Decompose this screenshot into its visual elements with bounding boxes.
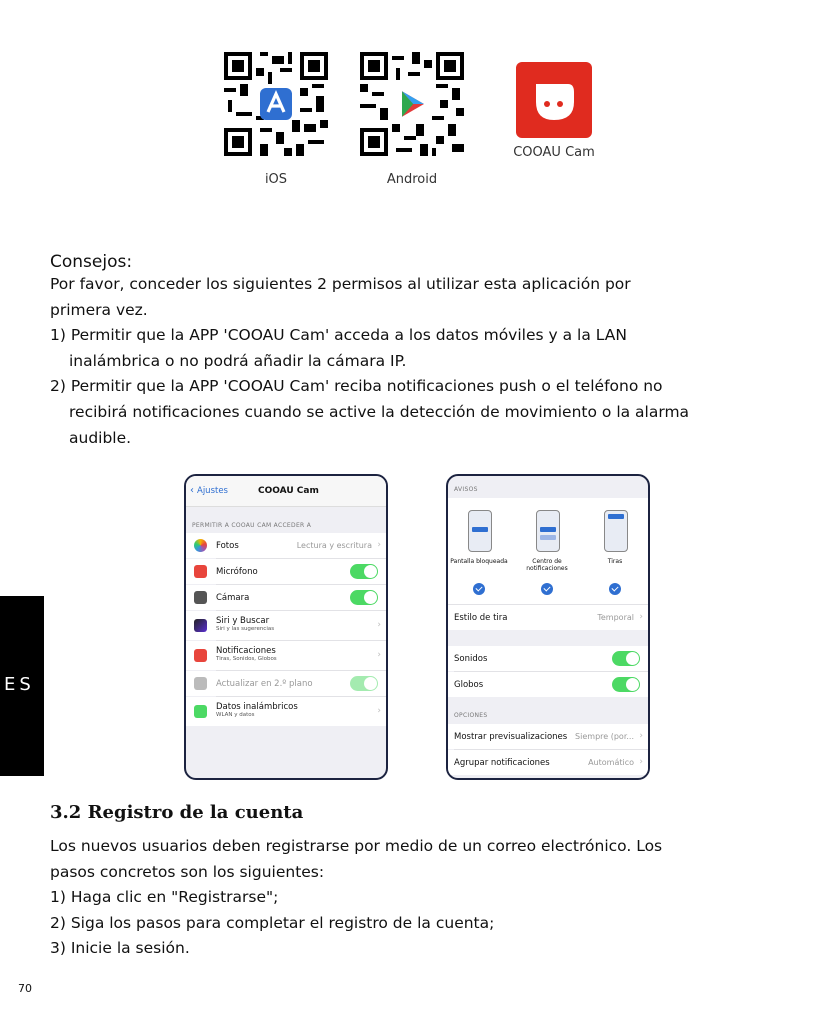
chevron-right-icon: ›: [639, 757, 643, 767]
camera-toggle[interactable]: [350, 590, 378, 605]
group-notifications-row[interactable]: [448, 750, 648, 775]
style-label: Pantalla bloqueada: [450, 558, 508, 565]
siri-icon: [194, 619, 207, 632]
row-value: Siempre (por...: [575, 732, 634, 741]
chevron-right-icon: ›: [639, 731, 643, 741]
background-refresh-toggle[interactable]: [350, 676, 378, 691]
checkmark-icon[interactable]: [541, 583, 553, 595]
row-label: Datos inalámbricos: [216, 702, 298, 712]
notification-center-preview[interactable]: [536, 510, 560, 552]
row-value: Lectura y escritura: [296, 541, 372, 550]
settings-row-wireless-data[interactable]: [186, 697, 386, 726]
row-label: Fotos: [216, 541, 239, 551]
section-line: Los nuevos usuarios deben registrarse por medio de un correo electrónico. Los: [50, 837, 663, 855]
tips-line: primera vez.: [50, 300, 148, 319]
section-label: AVISOS: [454, 486, 478, 493]
settings-row-camera[interactable]: [186, 585, 386, 610]
settings-row-photos[interactable]: [186, 533, 386, 558]
chevron-right-icon: ›: [377, 650, 381, 660]
row-label: Agrupar notificaciones: [454, 758, 550, 768]
chevron-right-icon: ›: [377, 706, 381, 716]
row-label: Sonidos: [454, 654, 488, 664]
preview-banner: [472, 527, 488, 532]
section-paragraph: [50, 834, 662, 962]
wireless-data-icon: [194, 705, 207, 718]
tips-line: 2) Permitir que la APP 'COOAU Cam' reciba notificaciones push o el teléfono no: [50, 377, 663, 396]
section-line: pasos concretos son los siguientes:: [50, 862, 325, 881]
badges-toggle[interactable]: [612, 677, 640, 692]
style-label: Tiras: [607, 558, 623, 565]
section-label: PERMITIR A COOAU CAM ACCEDER A: [192, 522, 312, 529]
checkmark-icon[interactable]: [609, 583, 621, 595]
section-line: 2) Siga los pasos para completar el registro de la cuenta;: [50, 913, 495, 932]
section-label: OPCIONES: [454, 712, 488, 719]
settings-phone-screenshot: [184, 474, 388, 780]
row-label: Mostrar previsualizaciones: [454, 732, 568, 742]
tips-heading: Consejos:: [50, 252, 133, 272]
row-label: Notificaciones: [216, 646, 276, 656]
row-label: Cámara: [216, 593, 250, 603]
microphone-toggle[interactable]: [350, 564, 378, 579]
camera-icon: [194, 591, 207, 604]
background-refresh-icon: [194, 677, 207, 690]
back-chevron-icon[interactable]: ‹: [190, 485, 194, 496]
nav-title: COOAU Cam: [258, 486, 319, 496]
language-tab-label: ES: [4, 674, 35, 695]
row-value: Automático: [588, 758, 634, 767]
tips-line: inalámbrica o no podrá añadir la cámara IP.: [69, 351, 407, 370]
settings-row-siri[interactable]: [186, 611, 386, 640]
settings-row-microphone[interactable]: [186, 559, 386, 584]
notifications-phone-screenshot: [446, 474, 650, 780]
tips-paragraph: [50, 272, 689, 451]
app-name: COOAU Cam: [513, 145, 595, 160]
nav-bar: [186, 476, 386, 507]
row-subtitle: Siri y las sugerencias: [216, 626, 275, 632]
row-label: Siri y Buscar: [216, 616, 270, 626]
chevron-right-icon: ›: [639, 612, 643, 622]
banners-preview[interactable]: [604, 510, 628, 552]
tips-line: 1) Permitir que la APP 'COOAU Cam' acceda a los datos móviles y a la LAN: [50, 326, 627, 345]
row-label: Micrófono: [216, 567, 258, 577]
section-title: 3.2 Registro de la cuenta: [50, 802, 304, 823]
row-label: Globos: [454, 680, 484, 690]
checkmark-icon[interactable]: [473, 583, 485, 595]
preview-banner: [540, 527, 556, 532]
lock-screen-preview[interactable]: [468, 510, 492, 552]
row-subtitle: Tiras, Sonidos, Globos: [216, 656, 277, 662]
section-line: 1) Haga clic en "Registrarse";: [50, 888, 279, 907]
ios-label: iOS: [264, 172, 288, 187]
row-label: Estilo de tira: [454, 613, 508, 623]
badges-row[interactable]: [448, 672, 648, 697]
sounds-row[interactable]: [448, 646, 648, 671]
style-label: Centro de notificaciones: [526, 558, 568, 572]
android-qr-pattern: [356, 48, 468, 160]
alert-styles-panel: [448, 498, 648, 604]
ios-qr-code: [220, 48, 332, 160]
language-tab: [0, 596, 44, 776]
photos-icon: [194, 539, 207, 552]
tips-line: Por favor, conceder los siguientes 2 permisos al utilizar esta aplicación por: [50, 275, 631, 293]
row-value: Temporal: [597, 613, 634, 622]
cooau-cam-app-icon: [516, 62, 592, 138]
settings-row-notifications[interactable]: [186, 641, 386, 670]
page-number: 70: [18, 982, 32, 995]
chevron-right-icon: ›: [377, 620, 381, 630]
back-button[interactable]: Ajustes: [197, 486, 228, 496]
settings-row-background-refresh[interactable]: [186, 671, 386, 696]
notifications-icon: [194, 649, 207, 662]
row-subtitle: WLAN y datos: [216, 712, 255, 718]
microphone-icon: [194, 565, 207, 578]
tips-line: recibirá notificaciones cuando se active la detección de movimiento o la alarma: [69, 402, 690, 421]
android-qr-code: [356, 48, 468, 160]
chevron-right-icon: ›: [377, 540, 381, 550]
section-line: 3) Inicie la sesión.: [50, 939, 190, 958]
row-label: Actualizar en 2.º plano: [216, 679, 313, 689]
ios-qr-pattern: [220, 48, 332, 160]
preview-banner: [608, 514, 624, 519]
android-label: Android: [386, 172, 438, 187]
sounds-toggle[interactable]: [612, 651, 640, 666]
show-previews-row[interactable]: [448, 724, 648, 749]
tips-line: audible.: [69, 428, 132, 447]
banner-style-row[interactable]: [448, 604, 648, 630]
preview-banner: [540, 535, 556, 540]
